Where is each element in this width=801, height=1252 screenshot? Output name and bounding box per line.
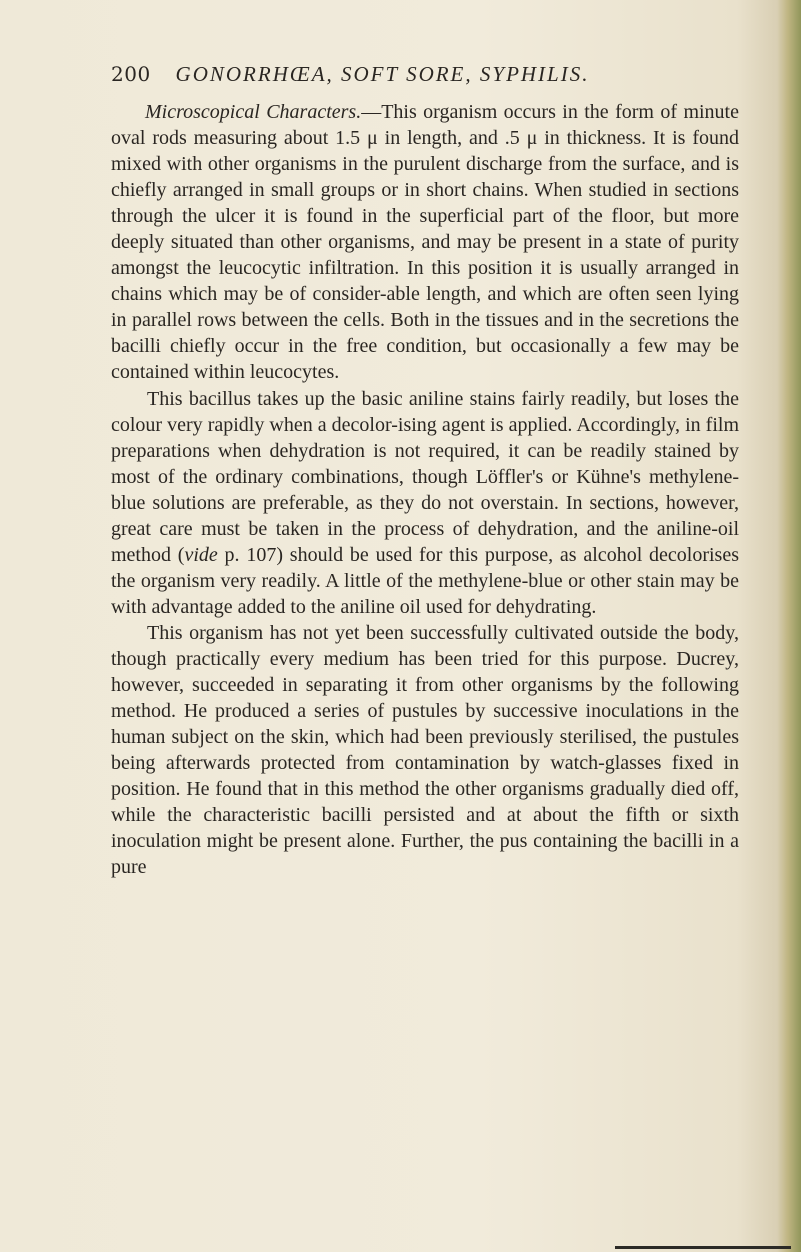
page-number: 200	[111, 62, 151, 86]
italic-vide: vide	[184, 543, 218, 566]
running-header	[111, 62, 751, 87]
page-edge-shadow	[777, 0, 801, 1252]
paragraph-microscopical-characters	[111, 99, 739, 386]
paragraph-cultivation	[111, 620, 739, 880]
body-text	[111, 99, 739, 880]
paragraph-text: This bacillus takes up the basic aniline stains fairly readily, but loses the colour very rapidly when a decolor-ising agent is applied. Accordingly, in film preparations when dehydration is not required, it can be readily stained by most of the ordinary combinations, though Löffler's or Kühne's methylene-blue solutions are preferable, as they do not overstain. In sections, however, great care must be taken in the process of dehydration, and the aniline-oil method (	[111, 387, 739, 566]
paragraph-text: This organism has not yet been successfully cultivated outside the body, though practically every medium has been tried for this purpose. Ducrey, however, succeeded in separating it from other organisms by the following method. He produced a series of pustules by successive inoculations in the human subject on the skin, which had been previously sterilised, the pustules being afterwards protected from contamination by watch-glasses fixed in position. He found that in this method the other organisms gradually died off, while the characteristic bacilli persisted and at about the fifth or sixth inoculation might be present alone. Further, the pus containing the bacilli in a pure	[111, 621, 739, 879]
section-heading-italic: Microscopical Characters.	[145, 101, 362, 123]
running-title: GONORRHŒA, SOFT SORE, SYPHILIS.	[175, 62, 590, 86]
paragraph-staining	[111, 386, 739, 620]
paragraph-text: —This organism occurs in the form of minute oval rods measuring about 1.5 μ in length, and .5 μ in thickness. It is found mixed with other organisms in the purulent discharge from the surface, and is chiefly arranged in small groups or in short chains. When studied in sections through the ulcer it is found in the superficial part of the floor, but more deeply situated than other organisms, and may be present in a state of purity amongst the leucocytic infiltration. In this position it is usually arranged in chains which may be of consider-able length, and which are often seen lying in parallel rows between the cells. Both in the tissues and in the secretions the bacilli chiefly occur in the free condition, but occasionally a few may be contained within leucocytes.	[111, 101, 739, 384]
paragraph-text: p. 107) should be used for this purpose, as alcohol decolorises the organism very readily. A little of the methylene-blue or other stain may be with advantage added to the aniline oil used for dehydrating.	[111, 543, 740, 618]
bottom-edge-line	[615, 1246, 791, 1249]
